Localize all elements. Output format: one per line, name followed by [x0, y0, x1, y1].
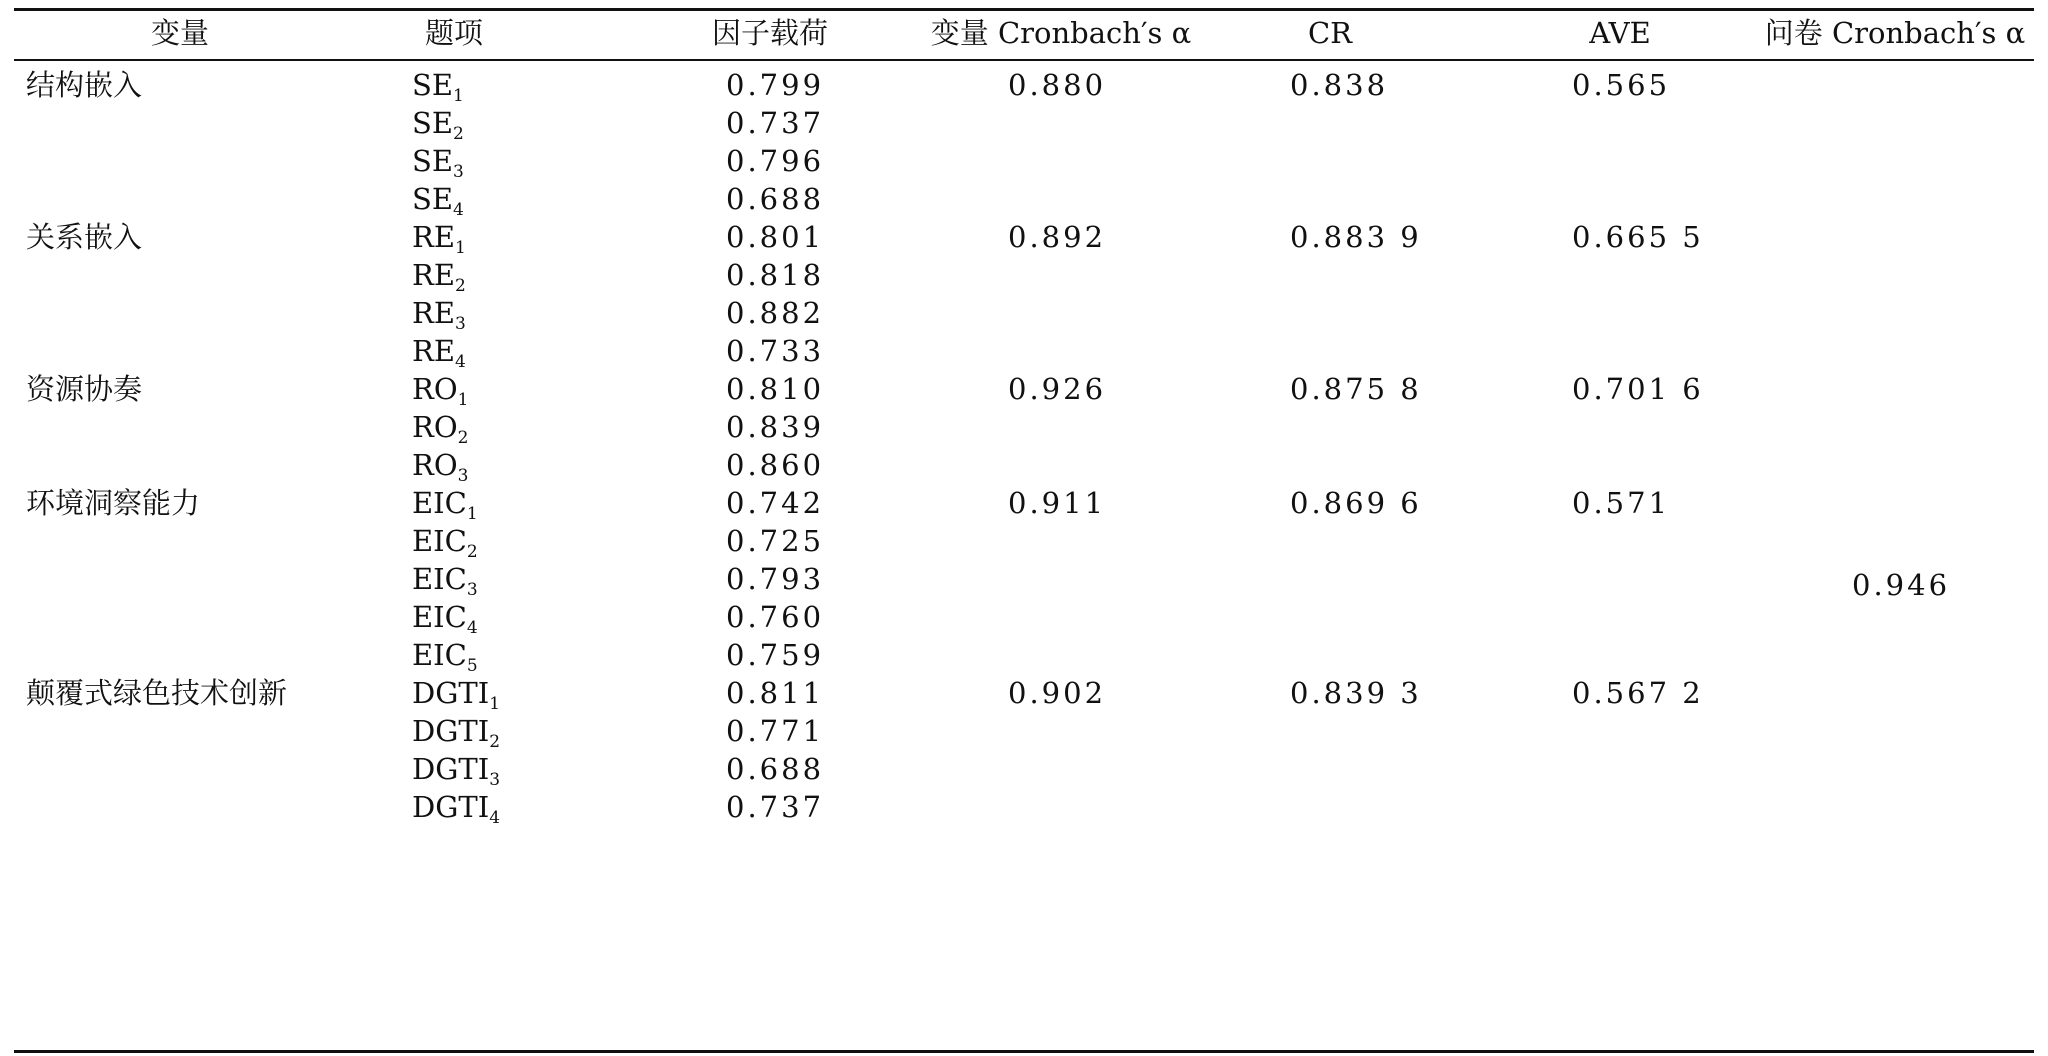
item-code	[412, 334, 466, 372]
item-code-subscript: 1	[457, 390, 469, 410]
cr-value: 0.838	[1290, 68, 1389, 102]
variable-alpha-value: 0.880	[1008, 68, 1107, 102]
factor-loading-value: 0.818	[726, 258, 825, 292]
variable-name: 关系嵌入	[26, 220, 143, 254]
item-code	[412, 296, 466, 334]
factor-loading-value: 0.796	[726, 144, 825, 178]
factor-loading-value: 0.688	[726, 182, 825, 216]
cr-value: 0.883 9	[1290, 220, 1422, 254]
ave-value: 0.565	[1572, 68, 1671, 102]
factor-loading-value: 0.799	[726, 68, 825, 102]
ave-value: 0.571	[1572, 486, 1671, 520]
item-code-base: DGTI	[412, 790, 490, 824]
item-code	[412, 752, 501, 790]
header-item: 题项	[424, 16, 483, 50]
item-code-base: DGTI	[412, 714, 490, 748]
item-code-base: EIC	[412, 600, 467, 634]
item-code	[412, 600, 478, 638]
item-code-subscript: 1	[455, 238, 466, 258]
factor-loading-value: 0.737	[726, 106, 825, 140]
header-questionnaire-cronbach-alpha: 问卷 Cronbach′s α	[1764, 16, 2026, 50]
factor-loading-value: 0.882	[726, 296, 825, 330]
ave-value: 0.567 2	[1572, 676, 1704, 710]
item-code	[412, 182, 464, 220]
variable-alpha-value: 0.902	[1008, 676, 1107, 710]
item-code-base: SE	[412, 182, 454, 216]
cr-value: 0.839 3	[1290, 676, 1422, 710]
item-code	[412, 258, 466, 296]
item-code	[412, 410, 469, 448]
header-cr: CR	[1307, 16, 1353, 50]
item-code	[412, 448, 469, 486]
item-code-subscript: 3	[455, 314, 466, 334]
variable-name: 环境洞察能力	[26, 486, 201, 520]
ave-value: 0.701 6	[1572, 372, 1704, 406]
item-code-subscript: 5	[466, 656, 478, 676]
factor-loading-value: 0.742	[726, 486, 825, 520]
variable-name: 结构嵌入	[26, 68, 143, 102]
item-code-subscript: 2	[455, 276, 466, 296]
factor-loading-value: 0.839	[726, 410, 825, 444]
item-code	[412, 106, 464, 144]
factor-loading-value: 0.759	[726, 638, 825, 672]
item-code-base: RO	[412, 372, 458, 406]
item-code-subscript: 1	[466, 504, 478, 524]
item-code-base: SE	[412, 68, 454, 102]
variable-alpha-value: 0.911	[1008, 486, 1107, 520]
ave-value: 0.665 5	[1572, 220, 1704, 254]
factor-loading-value: 0.688	[726, 752, 825, 786]
item-code-subscript: 3	[453, 162, 464, 182]
item-code	[412, 220, 466, 258]
factor-loading-value: 0.801	[726, 220, 825, 254]
item-code	[412, 486, 478, 524]
item-code	[412, 562, 478, 600]
item-code-subscript: 2	[466, 542, 478, 562]
item-code-base: EIC	[412, 562, 467, 596]
factor-loading-value: 0.760	[726, 600, 825, 634]
variable-alpha-value: 0.892	[1008, 220, 1107, 254]
item-code-base: EIC	[412, 524, 467, 558]
item-code-subscript: 4	[453, 200, 464, 220]
item-code-subscript: 3	[466, 580, 478, 600]
item-code-base: DGTI	[412, 752, 490, 786]
item-code-subscript: 1	[489, 694, 501, 714]
table-header-rule	[14, 59, 2034, 61]
item-code-base: RE	[412, 258, 456, 292]
item-code-subscript: 1	[453, 86, 464, 106]
cr-value: 0.875 8	[1290, 372, 1422, 406]
questionnaire-alpha-value: 0.946	[1852, 568, 1951, 602]
factor-loading-value: 0.771	[726, 714, 825, 748]
item-code-subscript: 4	[466, 618, 478, 638]
item-code	[412, 714, 501, 752]
item-code-base: RO	[412, 448, 458, 482]
item-code-subscript: 2	[489, 732, 501, 752]
item-code	[412, 68, 464, 106]
item-code-subscript: 3	[457, 466, 469, 486]
item-code-subscript: 2	[453, 124, 464, 144]
table-top-rule	[14, 8, 2034, 11]
item-code-subscript: 3	[489, 770, 501, 790]
cr-value: 0.869 6	[1290, 486, 1422, 520]
factor-loading-value: 0.725	[726, 524, 825, 558]
item-code-base: EIC	[412, 638, 467, 672]
table-bottom-rule	[14, 1050, 2034, 1053]
header-variable: 变量	[150, 16, 209, 50]
variable-name: 颠覆式绿色技术创新	[26, 676, 288, 710]
item-code-subscript: 4	[455, 352, 466, 372]
factor-loading-value: 0.737	[726, 790, 825, 824]
factor-loading-value: 0.793	[726, 562, 825, 596]
item-code-base: EIC	[412, 486, 467, 520]
item-code-base: RE	[412, 220, 456, 254]
item-code	[412, 638, 478, 676]
item-code-subscript: 4	[489, 808, 501, 828]
item-code	[412, 676, 501, 714]
variable-alpha-value: 0.926	[1008, 372, 1107, 406]
item-code-base: RO	[412, 410, 458, 444]
item-code	[412, 790, 501, 828]
item-code-base: SE	[412, 106, 454, 140]
item-code-base: RE	[412, 296, 456, 330]
header-variable-cronbach-alpha: 变量 Cronbach′s α	[930, 16, 1192, 50]
item-code-base: DGTI	[412, 676, 490, 710]
item-code	[412, 524, 478, 562]
item-code-base: RE	[412, 334, 456, 368]
factor-loading-value: 0.733	[726, 334, 825, 368]
item-code	[412, 372, 469, 410]
variable-name: 资源协奏	[26, 372, 143, 406]
item-code-subscript: 2	[457, 428, 469, 448]
item-code	[412, 144, 464, 182]
item-code-base: SE	[412, 144, 454, 178]
header-factor-loading: 因子载荷	[711, 16, 828, 50]
factor-loading-value: 0.811	[726, 676, 825, 710]
factor-loading-value: 0.810	[726, 372, 825, 406]
header-ave: AVE	[1589, 16, 1651, 50]
factor-loading-value: 0.860	[726, 448, 825, 482]
